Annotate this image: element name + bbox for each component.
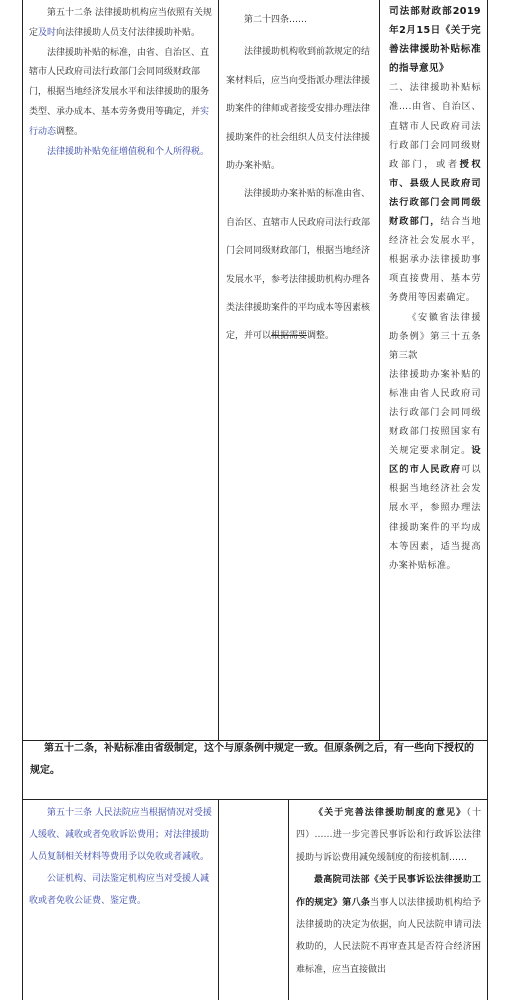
table-border-left [22,0,23,1000]
text: 当事人以法律援助机构给予法律援助的决定为依据，向人民法院申请司法救助的，人民法院不再审查其是否符合经济困难标准，应当直接做出 [296,897,481,975]
opinion-title: 司法部财政部2019年2月15日《关于完善法律援助补贴标准的指导意见》 [389,6,481,75]
row1-divider-1 [218,0,219,740]
text: 第五十二条 法律援助机构应当依照有关规定 [29,8,212,38]
emphasis-text: 授权市、县级人民政府司法行政部门会同同级财政部门， [389,158,481,228]
article-53-paragraph-1: 第五十三条 人民法院应当根据情况对受援人缓收、减收或者免收诉讼费用；对法律援助人员复制相关材料等费用予以免收或者减收。 [29,808,212,862]
text: 可以根据当地经济社会发展水平，参照办理法律援助案件的平均成本等因素，适当提高办案补贴标准。 [389,464,481,571]
text: 调整。 [56,126,84,137]
text: 法律援助办案补贴的标准由省、自治区、直辖市人民政府司法行政部门会同同级财政部门，根据当地经济发展水平，参考法律援助机构办理各类法律援助案件的平均成本等因素核定，并可以 [226,189,371,342]
text: 法律援助补贴的标准，由省、自治区、直辖市人民政府司法行政部门会同同级财政部门，根据当地经济发展水平和法律援助的服务类型、承办成本、基本劳务费用等确定，并 [29,47,210,117]
anhui-regulation-text [389,365,481,575]
new-law-article-52-cell [29,4,213,162]
opinion-text [389,78,481,307]
text: 向法律援助人员支付法律援助补贴。 [56,27,201,38]
row2-divider-2 [288,799,289,1000]
deleted-text: 根据需要 [271,331,308,342]
anhui-regulation-title: 《安徽省法律援助条例》第三十五条第三款 [389,311,481,361]
emphasis-text: 最高院司法部《关于民事诉讼法律援助工作的规定》第八条 [296,875,481,908]
article-52-paragraph-3: 法律援助补贴免征增值税和个人所得税。 [47,146,210,157]
text: 二、法律援助补贴标准….由省、自治区、直辖市人民政府司法行政部门会同同级财政部门，或者 [389,82,481,170]
text: 结合当地经济社会发展水平，根据承办法律援助事项直接费用、基本劳务费用等因素确定。 [389,216,482,304]
added-text: 实行动态 [29,106,210,137]
article-24-paragraph-1: 第二十四条…… [244,15,308,25]
article-24-paragraph-3 [226,180,374,350]
old-regulation-article-24-cell [226,6,374,351]
related-provisions-cell [389,2,481,575]
table-border-right [487,0,488,1000]
added-text: 及时 [38,27,57,38]
text: 法律援助办案补贴的标准由省人民政府司法行政部门会同同级财政部门按照国家有关规定要求制定。 [389,368,481,457]
opinion-paragraph [296,802,481,869]
related-provisions-cell-2 [296,802,481,981]
new-law-article-53-cell [29,802,213,912]
text: 调整。 [307,331,335,342]
row1-divider-2 [379,0,380,740]
article-52-paragraph-2 [29,44,213,143]
article-53-paragraph-2: 公证机构、司法鉴定机构应当对受援人减收或者免收公证费、鉴定费。 [29,874,210,906]
commentary-note: 第五十二条，补贴标准由省级制定，这个与原条例中规定一致。但原条例之后，有一些向下授权的规定。 [30,743,474,776]
emphasis-text: 设区的市人民政府 [389,445,481,476]
article-52-paragraph-1 [29,4,213,44]
emphasis-text: 《关于完善法律援助制度的意见》 [314,808,467,818]
row2-top-border [22,799,488,800]
row2-divider-1 [218,799,219,1000]
article-24-paragraph-2: 法律援助机构收到前款规定的结案材料后，应当向受指派办理法律援助案件的律师或者接受安排办理法律援助案件的社会组织人员支付法律援助办案补贴。 [226,47,371,172]
supreme-court-rule-paragraph [296,869,481,981]
text: （十四）……进一步完善民事诉讼和行政诉讼法律援助与诉讼费用减免缓制度的衔接机制…… [296,808,481,863]
